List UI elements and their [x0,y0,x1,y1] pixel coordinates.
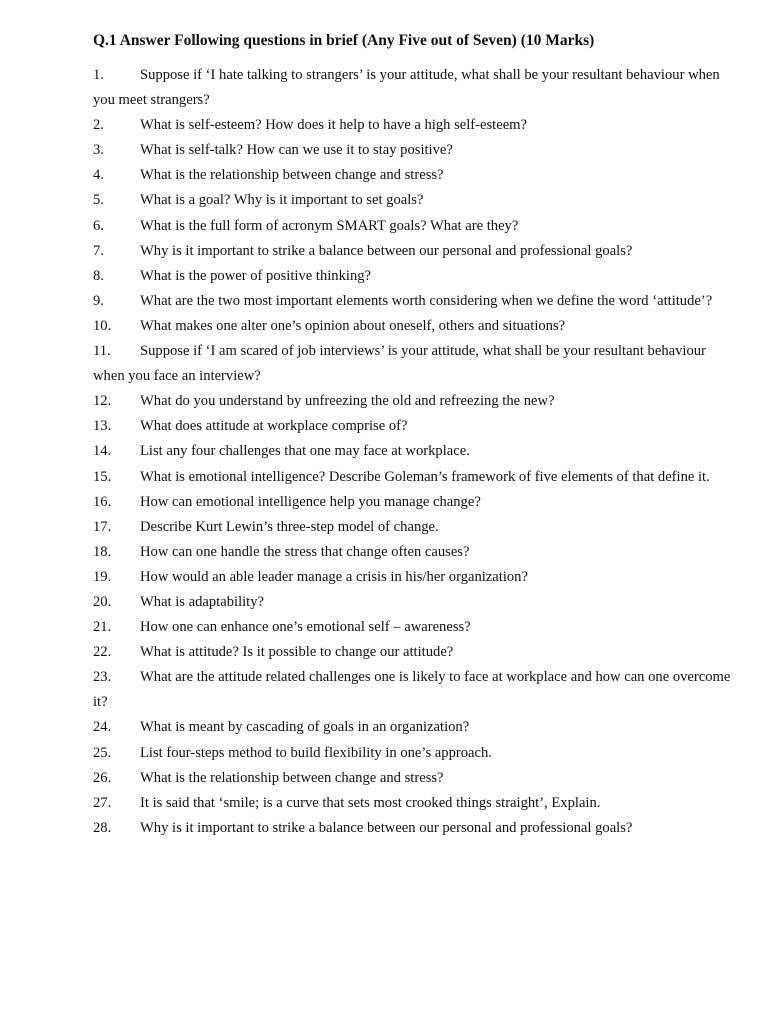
question-number: 8. [93,267,104,284]
question-text: List any four challenges that one may face at workplace. [140,443,470,460]
question-text: What makes one alter one’s opinion about oneself, others and situations? [140,317,566,334]
question-item [93,540,733,565]
question-number: 6. [93,217,104,234]
question-item [93,565,733,590]
question-text: How one can enhance one’s emotional self – awareness? [140,619,471,636]
question-text: Why is it important to strike a balance between our personal and professional goals? [140,242,633,259]
question-text: What are the attitude related challenges one is likely to face at workplace and how can one overcome it? [93,669,731,711]
question-item [93,439,733,464]
question-number: 23. [93,669,112,686]
question-number: 14. [93,443,112,460]
question-text: What is self-talk? How can we use it to stay positive? [140,142,453,159]
question-item [93,113,733,138]
question-text: What is attitude? Is it possible to change our attitude? [140,644,454,661]
question-number: 16. [93,493,112,510]
question-text: List four-steps method to build flexibility in one’s approach. [140,744,492,761]
question-item [93,615,733,640]
question-text: Why is it important to strike a balance between our personal and professional goals? [140,819,633,836]
question-item [93,715,733,740]
question-text: What is self-esteem? How does it help to have a high self-esteem? [140,117,528,134]
question-text: It is said that ‘smile; is a curve that sets most crooked things straight’, Explain. [140,794,601,811]
question-item [93,665,733,715]
question-number: 5. [93,192,104,209]
question-text: How can one handle the stress that change often causes? [140,543,470,560]
question-number: 22. [93,644,112,661]
question-number: 2. [93,117,104,134]
question-item [93,816,733,841]
question-number: 7. [93,242,104,259]
question-heading: Q.1 Answer Following questions in brief (Any Five out of Seven) (10 Marks) [93,32,595,49]
question-number: 19. [93,568,112,585]
question-number: 26. [93,769,112,786]
question-item [93,766,733,791]
question-text: What does attitude at workplace comprise of? [140,418,408,435]
question-number: 17. [93,518,112,535]
question-text: What are the two most important elements worth considering when we define the word ‘attitude’? [140,292,713,309]
question-number: 9. [93,292,104,309]
question-text: What is a goal? Why is it important to set goals? [140,192,424,209]
question-text: What is the relationship between change and stress? [140,167,444,184]
question-item [93,138,733,163]
question-number: 15. [93,468,112,485]
question-item [93,163,733,188]
question-text: Suppose if ‘I hate talking to strangers’ is your attitude, what shall be your resultant behaviour when you meet strangers? [93,67,720,109]
question-item [93,515,733,540]
question-number: 13. [93,418,112,435]
question-item [93,314,733,339]
question-list [93,63,733,841]
question-text: What is emotional intelligence? Describe Goleman’s framework of five elements of that define it. [140,468,710,485]
question-text: What is the power of positive thinking? [140,267,372,284]
question-number: 21. [93,619,112,636]
question-number: 4. [93,167,104,184]
question-item [93,188,733,213]
question-item [93,389,733,414]
question-number: 3. [93,142,104,159]
question-item [93,791,733,816]
question-number: 27. [93,794,112,811]
question-number: 24. [93,719,112,736]
question-number: 11. [93,343,111,360]
question-number: 25. [93,744,112,761]
question-text: What is the relationship between change and stress? [140,769,444,786]
question-item [93,465,733,490]
question-number: 12. [93,393,112,410]
question-text: Suppose if ‘I am scared of job interviews’ is your attitude, what shall be your resultant behaviour when you face an interview? [93,343,706,385]
question-text: What is adaptability? [140,593,265,610]
question-item [93,289,733,314]
question-item [93,490,733,515]
question-number: 28. [93,819,112,836]
question-item [93,63,733,113]
question-item [93,640,733,665]
question-text: Describe Kurt Lewin’s three-step model of change. [140,518,439,535]
question-text: What is the full form of acronym SMART goals? What are they? [140,217,519,234]
question-text: What is meant by cascading of goals in an organization? [140,719,470,736]
question-item [93,264,733,289]
question-text: How can emotional intelligence help you manage change? [140,493,481,510]
question-item [93,214,733,239]
question-number: 1. [93,67,104,83]
question-number: 18. [93,543,112,560]
question-item [93,590,733,615]
question-item [93,741,733,766]
question-text: What do you understand by unfreezing the old and refreezing the new? [140,393,555,410]
question-number: 20. [93,593,112,610]
question-item [93,239,733,264]
question-item [93,339,733,389]
question-number: 10. [93,317,112,334]
question-text: How would an able leader manage a crisis in his/her organization? [140,568,528,585]
question-item [93,414,733,439]
